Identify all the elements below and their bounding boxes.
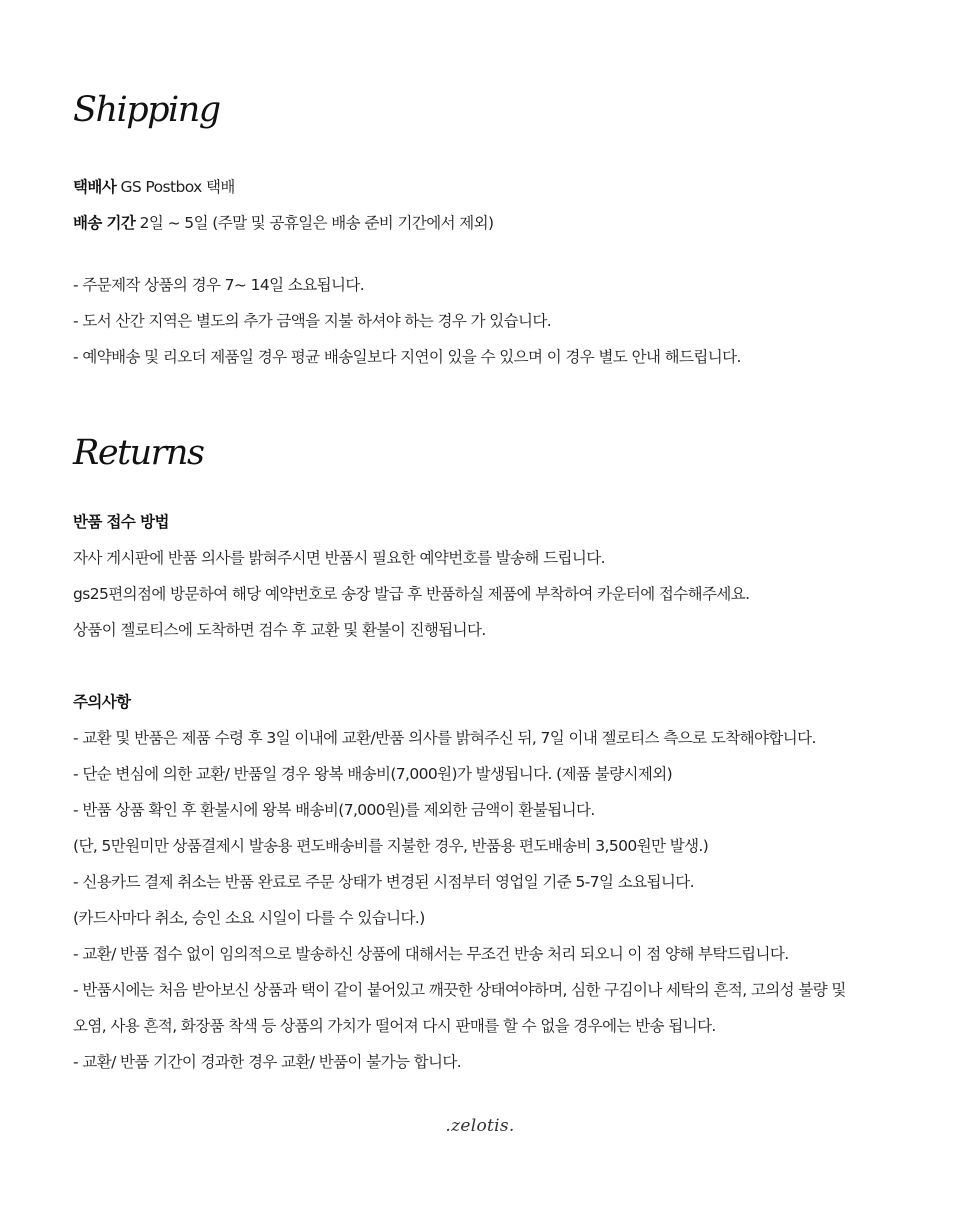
courier-row [73, 176, 235, 198]
return-method-line: gs25편의점에 방문하여 해당 예약번호로 송장 발급 후 반품하실 제품에 부착하여 카운터에 접수해주세요. [73, 585, 750, 603]
caution-line: - 교환/ 반품 접수 없이 임의적으로 발송하신 상품에 대해서는 무조건 반송 처리 되오니 이 점 양해 부탁드립니다. [73, 945, 789, 963]
return-method-line: 상품이 젤로티스에 도착하면 검수 후 교환 및 환불이 진행됩니다. [73, 621, 486, 639]
shipping-note: - 예약배송 및 리오더 제품일 경우 평균 배송일보다 지연이 있을 수 있으며 이 경우 별도 안내 해드립니다. [73, 348, 741, 366]
caution-line: - 단순 변심에 의한 교환/ 반품일 경우 왕복 배송비(7,000원)가 발생됩니다. (제품 불량시제외) [73, 765, 673, 783]
footer-brand: .zelotis. [445, 1116, 515, 1136]
shipping-note: - 주문제작 상품의 경우 7~ 14일 소요됩니다. [73, 276, 365, 294]
caution-line: - 신용카드 결제 취소는 반품 완료로 주문 상태가 변경된 시점부터 영업일 기준 5-7일 소요됩니다. [73, 873, 694, 891]
caution-line: 오염, 사용 흔적, 화장품 착색 등 상품의 가치가 떨어져 다시 판매를 할 수 없을 경우에는 반송 됩니다. [73, 1017, 716, 1035]
period-row [73, 212, 493, 234]
caution-line: (단, 5만원미만 상품결제시 발송용 편도배송비를 지불한 경우, 반품용 편도배송비 3,500원만 발생.) [73, 837, 709, 855]
returns-heading: Returns [73, 433, 204, 473]
shipping-heading: Shipping [73, 90, 220, 130]
caution-line: - 반품 상품 확인 후 환불시에 왕복 배송비(7,000원)를 제외한 금액이 환불됩니다. [73, 801, 595, 819]
shipping-note: - 도서 산간 지역은 별도의 추가 금액을 지불 하셔야 하는 경우 가 있습니다. [73, 312, 552, 330]
caution-line: - 반품시에는 처음 받아보신 상품과 택이 같이 붙어있고 깨끗한 상태여야하며, 심한 구김이나 세탁의 흔적, 고의성 불량 및 [73, 981, 846, 999]
caution-heading: 주의사항 [73, 693, 131, 711]
courier-label: 택배사 [73, 178, 117, 196]
caution-line: (카드사마다 취소, 승인 소요 시일이 다를 수 있습니다.) [73, 909, 425, 927]
courier-value: GS Postbox 택배 [120, 178, 235, 196]
period-value: 2일 ~ 5일 (주말 및 공휴일은 배송 준비 기간에서 제외) [139, 214, 494, 232]
period-label: 배송 기간 [73, 214, 136, 232]
return-method-line: 자사 게시판에 반품 의사를 밝혀주시면 반품시 필요한 예약번호를 발송해 드립니다. [73, 549, 605, 567]
caution-line: - 교환 및 반품은 제품 수령 후 3일 이내에 교환/반품 의사를 밝혀주신 뒤, 7일 이내 젤로티스 측으로 도착해야합니다. [73, 729, 816, 747]
caution-line: - 교환/ 반품 기간이 경과한 경우 교환/ 반품이 불가능 합니다. [73, 1053, 462, 1071]
return-method-heading: 반품 접수 방법 [73, 513, 169, 531]
